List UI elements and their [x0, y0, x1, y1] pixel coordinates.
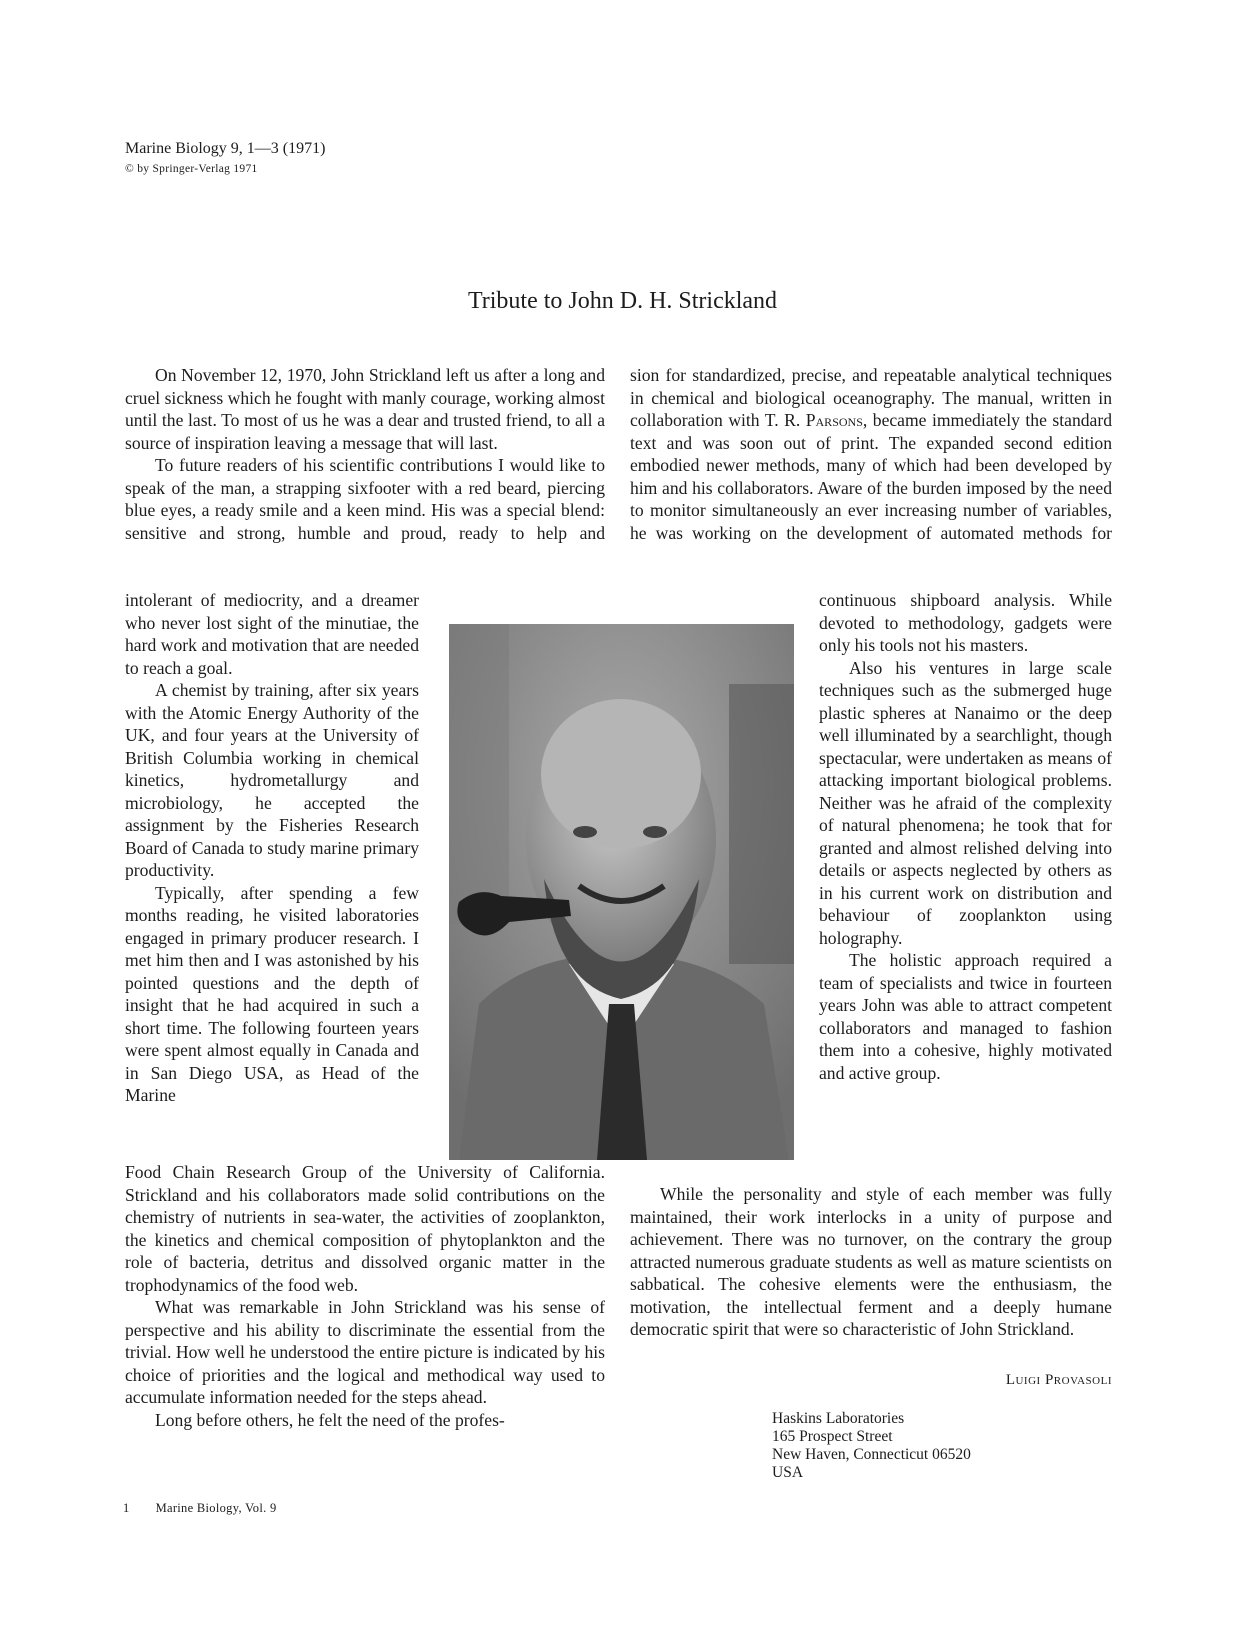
paragraph: intolerant of mediocrity, and a dreamer who never lost sight of the minutiae, the hard work and motivation that are needed to reach a goal. [125, 590, 419, 678]
page-footer [123, 1501, 277, 1516]
paragraph: Typically, after spending a few months reading, he visited laboratories engaged in primary producer research. I met him then and I was astonished by his pointed questions and the depth of insight that he had acquired in such a short time. The following fourteen years were spent almost equally in Canada and in San Diego USA, as Head of the Marine [125, 882, 419, 1105]
left-column-bottom [125, 1161, 605, 1431]
left-column-top [125, 364, 605, 544]
right-column-top [630, 364, 1112, 544]
paragraph: What was remarkable in John Strickland was his sense of perspective and his ability to discriminate the essential from the trivial. How well he understood the entire picture is indicated by his choice of priorities and the logical and methodical way used to accumulate information needed for the steps ahead. [125, 1297, 605, 1407]
author-name-parsons: Parsons [805, 410, 863, 430]
paragraph: A chemist by training, after six years with the Atomic Energy Authority of the UK, and four years at the University of British Columbia working in chemical kinetics, hydrometallurgy and microbiology, he accepted the assignment by the Fisheries Research Board of Canada to study marine primary productivity. [125, 680, 419, 880]
paragraph: Long before others, he felt the need of the profes- [155, 1409, 505, 1430]
paragraph: Food Chain Research Group of the University of California. Strickland and his collaborators made solid contributions on the chemistry of nutrients in sea-water, the activities of zooplankton, the kinetics and chemical composition of phytoplankton and the role of bacteria, detritus and dissolved organic matter in the trophodynamics of the food web. [125, 1162, 605, 1295]
left-column-wrap [125, 589, 419, 1107]
address-line: USA [772, 1464, 804, 1481]
paragraph: On November 12, 1970, John Strickland left us after a long and cruel sickness which he fought with manly courage, working almost until the last. To most of us he was a dear and trusted friend, to all a source of inspiration leaving a message that will last. [125, 365, 605, 453]
address-line: 165 Prospect Street [772, 1428, 893, 1445]
copyright-line: © by Springer-Verlag 1971 [125, 163, 258, 175]
paragraph [630, 364, 1112, 544]
author-address [772, 1410, 971, 1482]
article-title: Tribute to John D. H. Strickland [467, 288, 778, 314]
right-column-bottom [630, 1183, 1112, 1341]
page-number: 1 [123, 1501, 130, 1515]
author-signature: Luigi Provasoli [1005, 1372, 1112, 1388]
footer-journal: Marine Biology, Vol. 9 [155, 1501, 277, 1515]
right-column-wrap [819, 589, 1112, 1084]
portrait-photo-icon [449, 624, 794, 1160]
address-line: New Haven, Connecticut 06520 [772, 1446, 971, 1463]
portrait-photo [449, 624, 794, 1160]
paragraph: Also his ventures in large scale techniques such as the submerged huge plastic spheres at Nanaimo or the deep well illuminated by a searchlight, though spectacular, were undertaken as means of attacking important biological problems. Neither was he afraid of the complexity of natural phenomena; he took that for granted and almost relished delving into details or aspects neglected by others as in his current work on distribution and behaviour of zooplankton using holography. [819, 657, 1112, 948]
journal-citation: Marine Biology 9, 1—3 (1971) [125, 140, 326, 157]
paragraph-text: sion for standardized, precise, and repeatable analytical techniques in chemical and biological oceanography. The manual, written in collaboration with T. R. [630, 365, 1112, 430]
paragraph-text: , became immediately the standard text and was soon out of print. The expanded second edition embodied newer methods, many of which had been developed by him and his collaborators. Aware of the burden imposed by the need to monitor simultaneously an ever increasing number of variables, he was working on the development of automated methods for [630, 410, 1112, 543]
paragraph: continuous shipboard analysis. While devoted to methodology, gadgets were only his tools not his masters. [819, 590, 1112, 655]
paragraph: To future readers of his scientific contributions I would like to speak of the man, a strapping sixfooter with a red beard, piercing blue eyes, a ready smile and a keen mind. His was a special blend: sensitive and strong, humble and proud, ready to help and [125, 455, 605, 543]
paragraph: While the personality and style of each member was fully maintained, their work interlocks in a unity of purpose and achievement. There was no turnover, on the contrary the group attracted numerous graduate students as well as mature scientists on sabbatical. The cohesive elements were the enthusiasm, the motivation, the intellectual ferment and a deeply humane democratic spirit that were so characteristic of John Strickland. [630, 1184, 1112, 1339]
address-line: Haskins Laboratories [772, 1410, 905, 1427]
paragraph: The holistic approach required a team of specialists and twice in fourteen years John was able to attract competent collaborators and managed to fashion them into a cohesive, highly motivated and active group. [819, 950, 1112, 1083]
